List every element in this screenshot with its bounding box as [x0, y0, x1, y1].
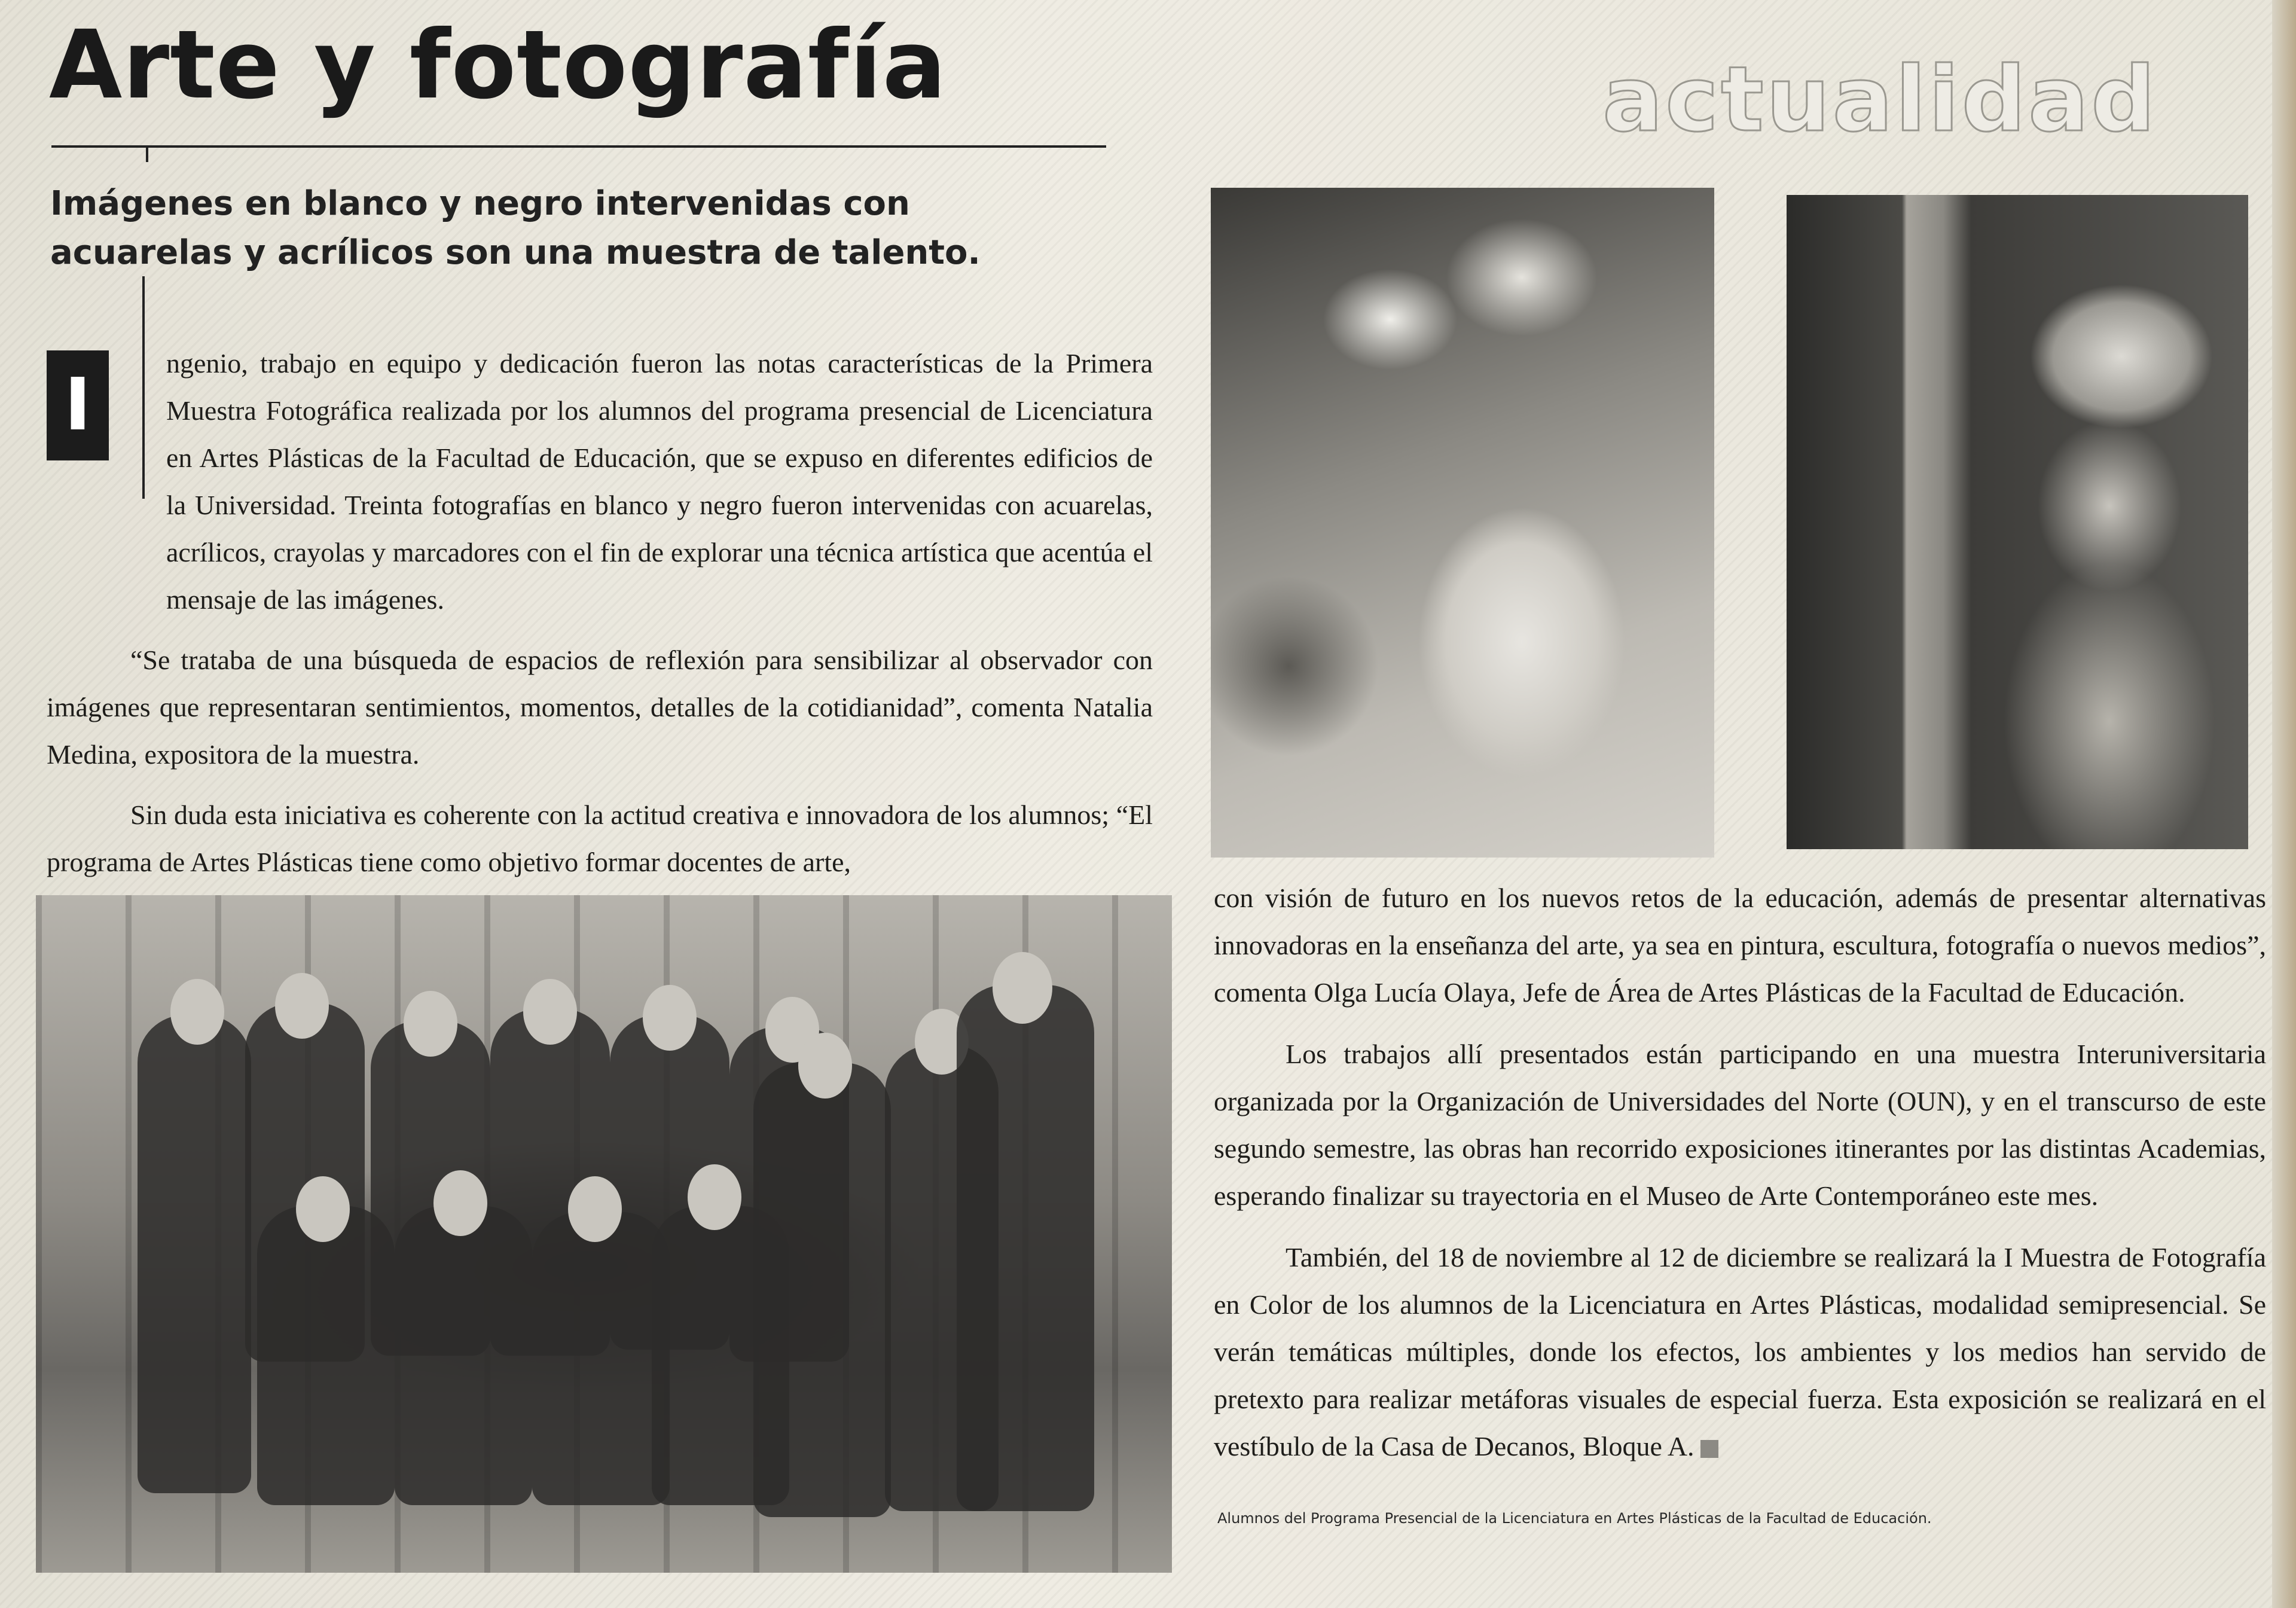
column-left	[47, 340, 1153, 886]
paragraph	[1214, 1234, 2266, 1470]
end-of-article-mark	[1700, 1440, 1718, 1458]
person-silhouette	[652, 1206, 789, 1505]
person-silhouette	[257, 1206, 395, 1505]
paragraph: con visión de futuro en los nuevos retos de la educación, además de presentar alternativas innovadoras en la enseñanza del arte, ya sea en pintura, escultura, fotografía o nuevos medios”, comenta Olga Lucía Olaya, Jefe de Área de Artes Plásticas de la Facultad de Educación.	[1214, 883, 2266, 1008]
headline-rule	[51, 145, 1106, 148]
paragraph: Los trabajos allí presentados están participando en una muestra Interuniversitaria organizada por la Organización de Universidades del Norte (OUN), y en el transcurso de este segundo semestre, las obras han recorrido exposiciones itinerantes por las distintas Academias, esperando finalizar su trayectoria en el Museo de Arte Contemporáneo este mes.	[1214, 1039, 2266, 1211]
photo-girl-flower-crown	[1211, 188, 1714, 858]
person-head	[296, 1176, 350, 1242]
photo-caption: Alumnos del Programa Presencial de la Licenciatura en Artes Plásticas de la Facultad de Educación.	[1217, 1510, 1932, 1527]
person-head	[798, 1033, 852, 1099]
person-head	[568, 1176, 622, 1242]
headline-rule-tick	[146, 145, 148, 162]
paragraph: Sin duda esta iniciativa es coherente con la actitud creativa e innovadora de los alumnos; “El programa de Artes Plásticas tiene como objetivo formar docentes de arte,	[47, 800, 1153, 877]
person-head	[404, 991, 457, 1057]
photo-child-knit-hat	[1787, 195, 2248, 849]
person-head	[523, 979, 577, 1045]
paragraph-text: También, del 18 de noviembre al 12 de diciembre se realizará la I Muestra de Fotografía en Color de los alumnos de la Licenciatura en Artes Plásticas, modalidad semipresencial. Se verán temáticas múltiples, donde los efectos, los ambientes y los medios han servido de pretexto para realizar metáforas visuales de especial fuerza. Esta exposición se realizará en el vestíbulo de la Casa de Decanos, Bloque A.	[1214, 1242, 2266, 1461]
section-label: actualidad	[1602, 48, 2158, 152]
person-silhouette	[957, 985, 1094, 1511]
photo-student-group	[36, 895, 1172, 1573]
person-head	[170, 979, 224, 1045]
paragraph: ngenio, trabajo en equipo y dedicación fueron las notas características de la Primera Muestra Fotográfica realizada por los alumnos del programa presencial de Licenciatura en Artes Plásticas de la Facultad de Educación, que se expuso en diferentes edificios de la Universidad. Treinta fotografías en blanco y negro fueron intervenidas con acuarelas, acrílicos, crayolas y marcadores con el fin de explorar una técnica artística que acentúa el mensaje de las imágenes.	[166, 348, 1153, 615]
headline: Arte y fotografía	[49, 10, 947, 120]
paragraph: “Se trataba de una búsqueda de espacios de reflexión para sensibilizar al observador con imágenes que representaran sentimientos, momentos, detalles de la cotidianidad”, comenta Natalia Medina, expositora de la muestra.	[47, 645, 1153, 770]
drop-cap: I	[47, 350, 109, 460]
person-head	[433, 1170, 487, 1236]
person-head	[275, 973, 329, 1039]
column-right	[1214, 874, 2266, 1470]
person-silhouette	[395, 1206, 532, 1505]
page-edge	[2272, 0, 2296, 1608]
person-head	[688, 1164, 741, 1230]
person-head	[643, 985, 697, 1051]
person-head	[993, 952, 1052, 1024]
person-silhouette	[138, 1015, 251, 1493]
subhead: Imágenes en blanco y negro intervenidas con acuarelas y acrílicos son una muestra de talento.	[50, 184, 981, 272]
person-silhouette	[532, 1212, 670, 1505]
